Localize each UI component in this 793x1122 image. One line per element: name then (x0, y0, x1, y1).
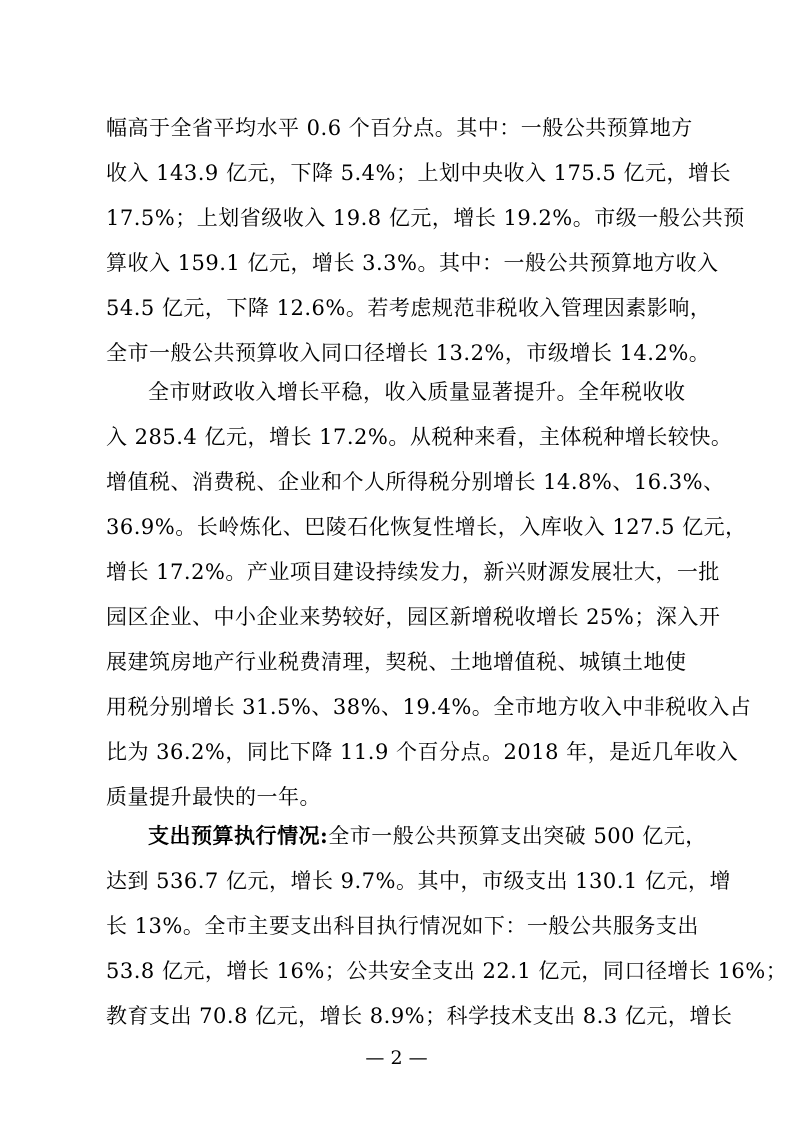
paragraph-3-line-1-text: 全市一般公共预算支出突破 500 亿元， (328, 824, 707, 848)
paragraph-3-line-2: 达到 536.7 亿元，增长 9.7%。其中，市级支出 130.1 亿元，增 (106, 869, 731, 893)
paragraph-3-line-3: 长 13%。全市主要支出科目执行情况如下：一般公共服务支出 (106, 914, 699, 938)
paragraph-1-line-6: 全市一般公共预算收入同口径增长 13.2%，市级增长 14.2%。 (106, 341, 711, 365)
paragraph-3-line-1 (148, 818, 707, 854)
paragraph-1-line-5: 54.5 亿元，下降 12.6%。若考虑规范非税收入管理因素影响， (106, 296, 712, 320)
paragraph-1-line-4: 算收入 159.1 亿元，增长 3.3%。其中：一般公共预算地方收入 (106, 251, 719, 275)
paragraph-1-line-2: 收入 143.9 亿元，下降 5.4%；上划中央收入 175.5 亿元，增长 (106, 161, 731, 185)
paragraph-2-line-9: 比为 36.2%，同比下降 11.9 个百分点。2018 年，是近几年收入 (106, 740, 739, 764)
paragraph-2-line-7: 展建筑房地产行业税费清理，契税、土地增值税、城镇土地使 (106, 650, 687, 674)
page-number: — 2 — (365, 1047, 428, 1069)
paragraph-3-line-5: 教育支出 70.8 亿元，增长 8.9%；科学技术支出 8.3 亿元，增长 (106, 1004, 733, 1028)
paragraph-2-line-5: 增长 17.2%。产业项目建设持续发力，新兴财源发展壮大，一批 (106, 560, 720, 584)
paragraph-1-line-3: 17.5%；上划省级收入 19.8 亿元，增长 19.2%。市级一般公共预 (106, 206, 745, 230)
paragraph-2-line-4: 36.9%。长岭炼化、巴陵石化恢复性增长，入库收入 127.5 亿元， (106, 515, 747, 539)
expenditure-heading: 支出预算执行情况: (148, 823, 329, 848)
paragraph-2-line-2: 入 285.4 亿元，增长 17.2%。从税种来看，主体税种增长较快。 (106, 425, 733, 449)
paragraph-3-line-4: 53.8 亿元，增长 16%；公共安全支出 22.1 亿元，同口径增长 16%； (106, 959, 788, 983)
paragraph-2-line-3: 增值税、消费税、企业和个人所得税分别增长 14.8%、16.3%、 (106, 470, 725, 494)
paragraph-2-line-6: 园区企业、中小企业来势较好，园区新增税收增长 25%；深入开 (106, 605, 721, 629)
paragraph-1-line-1: 幅高于全省平均水平 0.6 个百分点。其中：一般公共预算地方 (106, 116, 693, 140)
paragraph-2-line-10: 质量提升最快的一年。 (106, 785, 321, 809)
paragraph-2-line-8: 用税分别增长 31.5%、38%、19.4%。全市地方收入中非税收入占 (106, 695, 752, 719)
paragraph-2-line-1: 全市财政收入增长平稳，收入质量显著提升。全年税收收 (148, 380, 686, 404)
